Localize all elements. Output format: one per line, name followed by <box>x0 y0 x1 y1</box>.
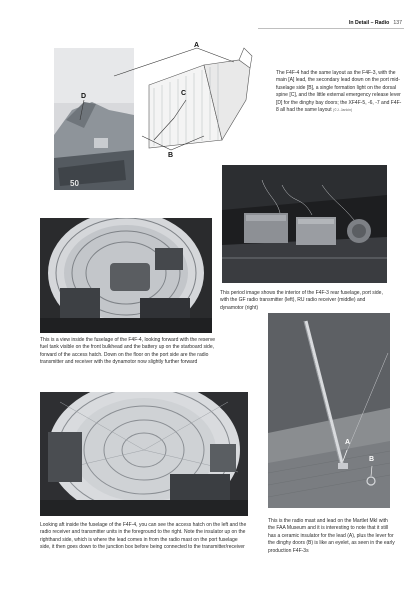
tail-detail-caption <box>276 70 402 114</box>
radio-equipment-illustration <box>222 165 387 283</box>
interior-forward-photo <box>40 218 212 333</box>
svg-text:50: 50 <box>70 179 79 188</box>
interior-aft-caption <box>40 522 248 552</box>
radio-equipment-photo <box>222 165 387 283</box>
interior-forward-illustration <box>40 218 212 333</box>
callout-b-label: B <box>369 456 375 463</box>
callout-c-label: C <box>181 90 187 97</box>
page-number: 137 <box>393 20 402 26</box>
interior-aft-illustration <box>40 392 248 516</box>
callout-a-label: A <box>345 439 351 446</box>
tail-detail-caption-text: The F4F-4 had the same layout as the F4F-3, with the main [A] lead, the secondary lead down on the port mid-fuselage side [B], a single formation light on the dorsal spine [C], and the little external emergency release lever [D] for the dinghy bay doors; the XF4F-5, -6, -7 and F4F-8 all had the same layout <box>276 70 402 114</box>
interior-aft-photo <box>40 392 248 516</box>
radio-mast-caption <box>268 518 396 555</box>
radio-mast-photo <box>268 313 390 508</box>
interior-forward-caption <box>40 337 216 367</box>
radio-mast-illustration <box>268 313 390 508</box>
radio-equipment-caption <box>220 290 390 312</box>
section-title: In Detail – Radio <box>348 20 390 26</box>
interior-aft-caption-text: Looking aft inside the fuselage of the F4F-4, you can see the access hatch on the left and the radio receiver and transmitter units in the foreground to the right. Note the insulator up on the righthand side, which is where the lead comes in from the radio mast on the port fuselage side, it then goes down to the junction box before being connected to the transmitter/receiver <box>40 522 247 551</box>
radio-equipment-caption-text: This period image shows the interior of the F4F-3 rear fuselage, port side, with the GF radio transmitter (left), RU radio receiver (middle) and dynamotor (right) <box>220 290 383 311</box>
interior-forward-caption-text: This is a view inside the fuselage of the F4F-4, looking forward with the reserve fuel tank visible on the front bulkhead and the battery up on the starboard side, forward of the access hatch. Down on the floor on the port side are the radio transmitter and receiver with the dynamotor now slightly further forward <box>40 337 216 366</box>
tail-detail-photo-credit: (©J. Jankin) <box>332 108 353 113</box>
callout-d-label: D <box>81 93 87 100</box>
callout-a-label: A <box>194 42 200 49</box>
header-rule <box>258 28 404 29</box>
callout-b-label: B <box>168 152 174 159</box>
radio-mast-caption-text: This is the radio mast and lead on the Martlet MkI with the FAA Museum and it is interesting to note that it still has a ceramic insulator for the lead (A), plus the lever for the dinghy doors (B) is like an eyelet, as seen in the early production F4F-3s <box>268 518 395 554</box>
